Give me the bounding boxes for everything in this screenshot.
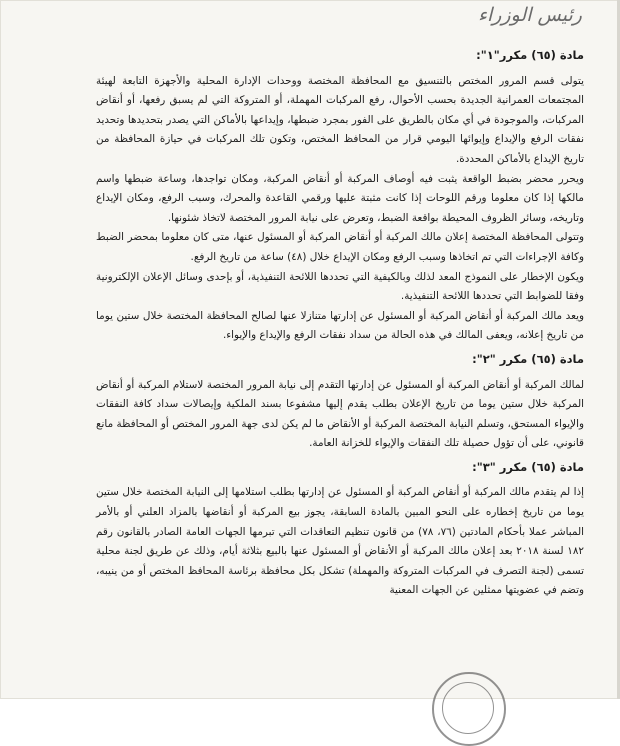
stamp-ring [442, 682, 494, 734]
article-heading: مادة (٦٥) مكرر"١": [476, 48, 584, 62]
paragraph: يتولى قسم المرور المختص بالتنسيق مع المحافظة المختصة ووحدات الإدارة المحلية والأجهزة التابعة لهيئة المجتمعات العمرانية الجديدة بحسب الأحوال، رفع المركبات المهملة، أو المتروكة التي لم يسبق رفعها، أو أنقاض المركبات، والموجودة في أي مكان بالطريق على الفور بمجرد ضبطها، وإيداعها بالأماكن التي يصدر بتحديدها وتحديد نفقات الرفع والإيداع وإيوائها اليومي قرار من المحافظ المختص، وتكون تلك المركبات في حيازة المحافظة من تاريخ الإيداع بالأماكن المحددة. [96, 74, 584, 165]
official-stamp [432, 672, 506, 746]
document-body [96, 42, 584, 601]
paragraph: ويعد مالك المركبة أو أنقاض المركبة أو المسئول عن إدارتها متنازلا عنها لصالح المحافظة المختصة خلال ستين يوما من تاريخ إعلانه، ويعفى المالك في هذه الحالة من سداد نفقات الرفع والإيداع والإيواء. [96, 309, 584, 342]
article-heading: مادة (٦٥) مكرر "٢": [472, 351, 584, 366]
paragraph: إذا لم يتقدم مالك المركبة أو أنقاض المركبة أو المسئول عن إدارتها بطلب استلامها إلى النيابة المختصة خلال ستين يوما من تاريخ إخطاره على النحو المبين بالمادة السابقة، يجوز بيع المركبة أو أنقاضها بالمزاد العلني أو بالأمر المباشر عملا بأحكام المادتين (٧٦، ٧٨) من قانون تنظيم التعاقدات التي تبرمها الجهات العامة الصادر بالقانون رقم ١٨٢ لسنة ٢٠١٨ بعد إعلان مالك المركبة أو الأنقاض أو المسئول عنها بالبيع بثلاثة أيام، وذلك عن طريق لجنة محلية تسمى (لجنة التصرف في المركبات المتروكة والمهملة) تشكل بكل محافظة برئاسة المحافظ المختص أو من ينيبه، وتضم في عضويتها ممثلين عن الجهات المعنية [96, 486, 584, 597]
paragraph: وتتولى المحافظة المختصة إعلان مالك المركبة أو أنقاض المركبة أو المسئول عنها، متى كان معلوما بمحضر الضبط وكافة الإجراءات التي تم اتخاذها وسبب الرفع ومكان الإيداع خلال (٤٨) ساعة من تاريخ الرفع. [96, 231, 584, 263]
article-heading: مادة (٦٥) مكرر "٣": [472, 459, 584, 474]
paragraph: ويحرر محضر بضبط الواقعة يثبت فيه أوصاف المركبة أو أنقاض المركبة، ومكان تواجدها، وساعة ضبطها واسم مالكها إذا كان معلوما ورقم اللوحات إذا كانت مثبتة عليها ورقمي القاعدة والمحرك، وسبب الرفع، ومكان الإيداع وتاريخه، وسائر الظروف المحيطة بواقعة الضبط، وتعرض على نيابة المرور المختصة لاتخاذ شئونها. [96, 172, 584, 224]
paragraph: لمالك المركبة أو أنقاض المركبة أو المسئول عن إدارتها التقدم إلى نيابة المرور المختصة لاستلام المركبة أو أنقاض المركبة خلال ستين يوما من تاريخ الإعلان بطلب يقدم إليها مشفوعا بسند الملكية وإيصالات سداد كافة النفقات والإيواء المستحق، وتسلم النيابة المختصة المركبة أو الأنقاض ما لم يكن لدى جهة المرور المختص أو المحافظة مانع قانوني، على أن تؤول حصيلة تلك النفقات والإيواء للخزانة العامة. [96, 378, 584, 450]
paragraph: ويكون الإخطار على النموذج المعد لذلك وبالكيفية التي تحددها اللائحة التنفيذية، أو بإحدى وسائل الإعلان الإلكترونية وفقا للضوابط التي تحددها اللائحة التنفيذية. [96, 270, 584, 303]
header-signature: رئيس الوزراء [478, 4, 582, 26]
